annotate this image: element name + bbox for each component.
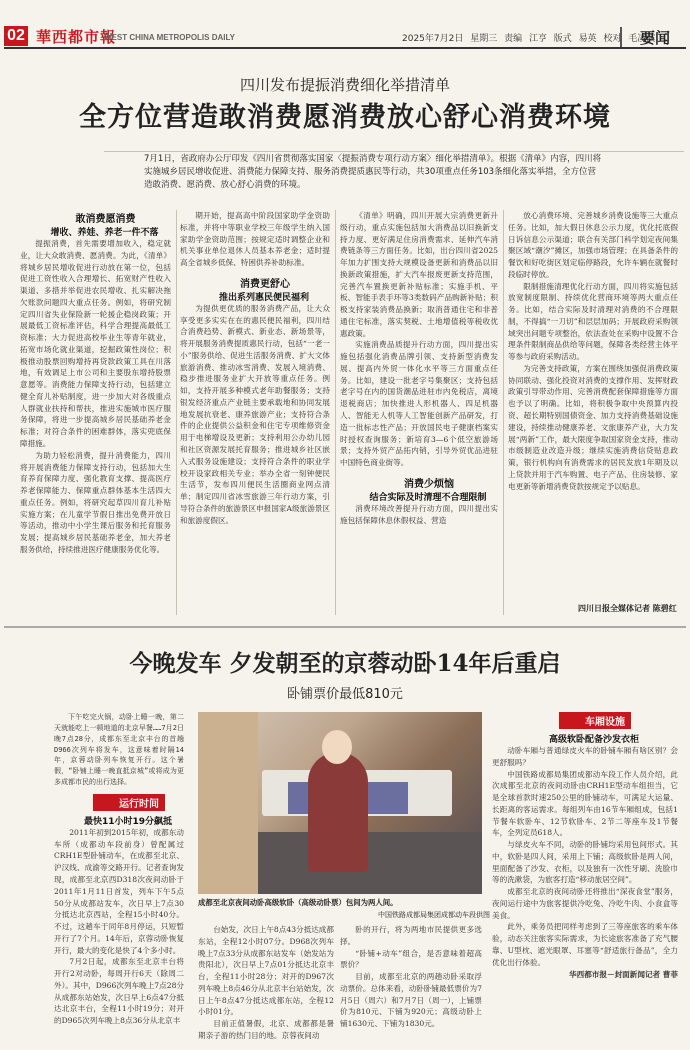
section-subheading-1: 增收、养娃、养老一件不落 [50, 228, 159, 238]
story1-column-3 [340, 210, 498, 615]
photo-curtain [198, 712, 258, 894]
paragraph: 消费环境改善提升行动方面，四川提出实施包括保障休息休假权益、营造 [340, 503, 498, 525]
story1-column-2 [180, 210, 330, 615]
paragraph: 与绿皮火车不同，动卧的卧铺均采用包间形式。其中，软卧是四人间，采用上下铺；高级软卧是两人间，里面配备了沙发、衣柜，以及独有一次性牙刷、洗脸巾等的洗漱袋，为旅客打造“移动旅居空间”。 [492, 840, 678, 885]
story2-intro: 下午吃完火锅，动卧上睡一晚，第二天就能吃上一顿地道的北京早餐……7月2日晚7点28分，成都东至北京丰台的首趟D966次列车将发车，这意味着时隔14年，京蓉动卧列车恢复开行。这个暑假，“卧铺上睡一晚直抵京城”或将成为更多成都市民的出行选择。 [54, 713, 184, 787]
story1-headline: 全方位营造敢消费愿消费放心舒心消费环境 [79, 102, 611, 133]
paragraph: 成都至北京的夜间动卧还将推出“深夜食堂”服务，夜间运行途中为旅客提供冷吃兔、冷吃牛肉、小食盒等美食。 [492, 887, 678, 920]
story2-column-1 [54, 712, 184, 1042]
story2-byline: 华西都市报－封面新闻记者 曹菲 [569, 969, 678, 979]
section-title: 要闻 [620, 27, 688, 47]
story1-byline: 四川日报全媒体记者 陈碧红 [578, 604, 677, 613]
paragraph: 为完善支持政策，方案在围绕加强促消费政策协同联动、强化投资对消费的支撑作用、发挥财政政策引导带动作用、完善消费配套保障措施等方面也予以了明确。比如，将积极争取中央预算内投资、超长期特别国债资金、加力支持消费基础设施建设，持续推动健康养老、文旅康养产业，大力发展“两新”工作，最大限度争取国家资金支持，推动市级制造业改造升级；继续实施消费信贷贴息政策，银行机构向有消费需求的居民发放1年期及以上贷款并用于汽车购置、电子产品、住房装修、家电更新等新增消费贷款按规定予以贴息。 [508, 363, 678, 491]
paragraph: 提振消费，首先需要增加收入，稳定就业，让大众敢消费、愿消费。为此，《清单》将城乡居民增收促进行动放在第一位，包括促进工资性收入合理增长、拓宽财产性收入渠道、多措并举促进农民增收、扎实解决拖欠账款问题四大重点任务。例如，将研究制定四川省失业保险新一轮援企稳岗政策；开展最低工资标准评估，科学合理提高最低工资标准；大力促进高校毕业生等青年就业，拓宽市场化就业渠道，挖掘政策性岗位；积极推动股票回购增持再贷款政策工具在川落地，有效调足上市公司和主要股东增持股票意愿等。消费能力保障支持行动，包括建立健全育儿补贴制度，进一步加大对各级重点人群就业扶持和帮扶，推进实施城市医疗服务保障，将进一步提高城乡居民基础养老金标准；对符合条件的困难群体，落实兜底保障措施。 [20, 239, 171, 449]
story2-column-3 [340, 924, 482, 1042]
paragraph: 动卧车厢与普通绿皮火车的卧铺车厢有啥区别？会更舒服吗？ [492, 746, 678, 767]
paragraph: 《清单》明确，四川开展大宗消费更新升级行动，重点实施包括加大消费品以旧换新支持力度、更好满足住房消费需求、延伸汽车消费链条等三方面任务。比如，出台四川省2025年加力扩围支持大规模设备更新和消费品以旧换新政策措施，扩大汽车报废更新支持范围，完善汽车置换更新补贴标准；实施手机、平板、智能手表手环等3类数码产品购新补贴；积极支持家装消费品换新；取消普通住宅和非普通住宅标准，落实契税、土地增值税等税收优惠政策。 [340, 211, 498, 338]
header-rule [4, 47, 686, 49]
section-label-schedule: 运行时间 [93, 794, 165, 811]
story1-column-1 [20, 210, 171, 625]
newspaper-name-en: WEST CHINA METROPOLIS DAILY [104, 33, 235, 42]
photo-floor [258, 832, 482, 894]
photo-credit: 中国铁路成都局集团成都动车段供图 [378, 911, 490, 919]
section-subheading-2: 推出系列惠民便民福利 [218, 292, 309, 303]
newspaper-name: 華西都市報 [36, 28, 117, 46]
paragraph: 放心消费环境、完善城乡消费设施等三大重点任务。比如，加大假日休息公示力度，优化托底假日诉信息公示渠道；联合有关部门科学划定夜间集聚区域“潮汐”摊区，加强市场管理；在具备条件的餐饮和好吃街区划定临停路段，允许车辆在就餐时段临时停放。 [508, 211, 678, 279]
section-heading-2: 消费更舒心 [240, 278, 290, 290]
section-label-facilities: 车厢设施 [559, 712, 631, 729]
story2-column-2 [198, 924, 334, 1042]
section-heading-3: 消费少烦恼 [404, 478, 454, 490]
train-sleeper-photo [198, 712, 482, 894]
paragraph: 中国铁路成都局集团成都动车段工作人员介绍，此次成都至北京的夜间动卧由CRH1E型动车组担当，它是全球首款时速250公里的卧铺动车，可满足大运量、长距离的客运需求。每组列车由16节车厢组成，包括1节餐车软卧车、12节软卧车、2节二等座车及1节餐车，全列定员618人。 [492, 769, 678, 838]
paragraph: 为提供更优质的服务消费产品，让大众享受更多实实在在的惠民便民福利，四川结合消费趋势、新模式、新业态、新场景等，将开展服务消费提质惠民行动，包括“一老一小”服务供给、促进生活服务消费、扩大文体旅游消费、推动冰雪消费、发展入境消费、稳步推进服务业扩大开放等重点任务。例如，支持开展多种模式老年助餐服务；支持银发经济重点产业链主要承载地和协同发展地发展抗衰老、康养旅游产业；支持符合条件的企业提供公益积金和住宅专项维修资金用于电梯增设及更新；支持利用公办幼儿园和社区资源发展托育服务；推进城乡社区嵌入式服务设施建设；支持符合条件的职业学校开设家政相关专业；举办全省一刻钟便民生活节，发布四川便民生活圈商业网点清单；制定四川省冰雪旅游三年行动方案，引导符合条件的旅游景区申报国家A级旅游景区和旅游度假区。 [180, 303, 330, 525]
photo-attendant [308, 752, 368, 872]
section-subheading-schedule: 最快11小时19分飙抵 [83, 816, 173, 827]
photo-caption: 成都至北京夜间动卧高级软卧（高级动卧票）包间为两人间。 [198, 898, 398, 907]
paragraph: 限制措施清理优化行动方面，四川将实施包括放宽制度限制、持续优化营商环境等两大重点任务。比如，结合实际及时清理对消费的不合理限制，不得搞“一刀切”和层层加码；开展政府采购领域突出问题专项整治，依法查处在采购中设置不合理条件限制商品供给等问题，保障各类经营主体平等参与政府采购活动。 [508, 281, 678, 362]
page-number: 02 [4, 26, 28, 46]
section-subheading-facilities: 高级软卧配备沙发衣柜 [548, 735, 639, 745]
story1-subtitle: 四川发布提振消费细化举措清单 [239, 76, 450, 94]
story1-column-4 [508, 210, 678, 600]
paragraph: 台始发，次日上午8点43分抵达成都东站，全程12小时07分。D968次列车晚上7点33分从成都东站发车（始发站为贵阳北），次日早上7点01分抵达北京丰台，全程11小时28分；对开的D967次列车晚上8点46分从北京丰台站始发，次日上午8点47分抵达成都东站，全程12小时01分。 [198, 925, 334, 1017]
section-heading-1: 敢消费愿消费 [75, 214, 136, 225]
paragraph: 7月2日起，成都东至北京丰台将开行2对动卧，每周开行6天（除周二外）。其中，D966次列车晚上7点28分从成都东站始发，次日早上6点47分抵达北京丰台，全程11小时19分；对开的D965次列车晚上8点36分从北京丰 [54, 957, 184, 1026]
paragraph: 此外，乘务员把同样考虑到了三等座旅客的乘车体验，动态关注旅客实际需求，为长途旅客准备了充气腰靠、U型枕、遮光眼罩、耳塞等“舒适旅行备品”，全力优化出行体验。 [492, 922, 678, 967]
column-divider [503, 210, 504, 615]
story2-subtitle: 卧铺票价最低810元 [287, 687, 403, 702]
paragraph: 实施消费品质提升行动方面，四川提出实施包括强化消费品牌引领、支持新型消费发展、提高内外贸一体化水平等三方面重点任务。比如，建设一批老字号集聚区；支持包括老字号在内的国货潮品进驻市内免税店，离境退税商店；加快推进人形机器人、四足机器人、智能无人机等人工智能创新产品研发，打造一批标志性产品；开放国民电子健康档案实时授权查询服务；新培育3—6个低空旅游场景；支持外贸产品拓内销，引导外贸优品进驻中国特色商业街等。 [340, 340, 498, 468]
paragraph: 卧的开行，将为两地市民提供更多选择。 [340, 925, 482, 946]
paragraph: 为助力轻松消费，提升消费能力，四川将开展消费能力保障支持行动，包括加大生育养育保障力度、强化教育支撑、提高医疗养老保障能力、保障重点群体基本生活四大重点任务。例如，将研究起草四川育儿补贴实施方案；在儿童学节假日推出免费开放日等活动，推动中小学生课后服务和托育服务发展；提高城乡居民基础养老金，加大养老服务供给，持续推进医疗健康服务优化等。 [20, 450, 171, 554]
column-divider [176, 210, 177, 615]
photo-attendant-head [322, 730, 352, 764]
paragraph: 目前，成都至北京的两趟动卧采取浮动票价。总体来看，动卧卧铺最低票价为7月5日（周六）和7月7日（周一），上铺票价为810元、下铺为920元；高级动卧上铺1630元、下铺为1830元。 [340, 972, 482, 1029]
page-header [0, 0, 690, 52]
paragraph: “卧铺+动车”组合，是否意味着超高票价？ [340, 948, 482, 970]
paragraph: 2011年初到2015年初，成都东动车所（成都动车段前身）曾配属过CRH1E型卧铺动车，在成都至北京、沪汉线、成渝等交路开行。记者查询发现，成都至北京西D318次夜间动卧于2011年1月11日首发，列车下午5点50分从成都站发车，次日早上7点30分抵达北京西站，全程15小时40分。不过，这趟车于同年8月停运，只短暂开行了7个月。14年后，京蓉动卧恢复开行，最大的变化是快了4个多小时。 [54, 827, 184, 955]
story1-lead: 7月1日，省政府办公厅印发《四川省贯彻落实国家〈提振消费专项行动方案〉细化举措清单》。根据《清单》内容，四川将实施城乡居民增收促进、消费能力保障支持、服务消费提质惠民等行动，共30项重点任务103条细化落实举措，全方位营造敢消费、愿消费、放心舒心消费的环境。 [144, 154, 602, 191]
paragraph: 目前正值暑假，北京、成都都是暑期亲子游的热门目的地。京蓉夜间动 [198, 1019, 334, 1040]
issue-meta: 2025年7月2日 星期三 责编 江亨 版式 易英 校对 毛凌波 [402, 34, 656, 44]
column-divider [335, 210, 336, 615]
story2-headline: 今晚发车 夕发朝至的京蓉动卧14年后重启 [129, 650, 561, 677]
section-subheading-3: 结合实际及时清理不合理限制 [369, 492, 487, 503]
paragraph: 期开始，提高高中阶段国家助学金资助标准，并将中等职业学校三年级学生纳入国家助学金资助范围；按规定适时调整企业和机关事业单位退休人员基本养老金；适时提高全省城乡低保、特困供养补助标准。 [180, 211, 330, 268]
story2-column-4 [492, 712, 678, 1042]
